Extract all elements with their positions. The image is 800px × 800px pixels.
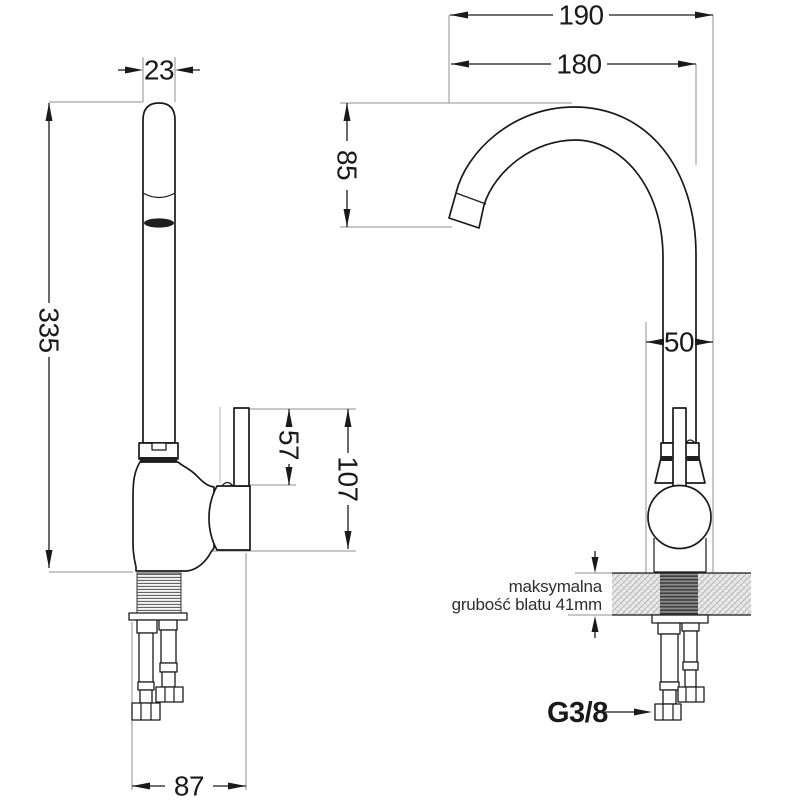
dimension-57 [274, 409, 305, 485]
side-view [449, 107, 751, 720]
front-supply-hoses [132, 620, 183, 720]
countertop-threaded-shank [660, 573, 698, 615]
dimension-180 [451, 49, 696, 80]
dimension-85 [332, 103, 363, 227]
front-threaded-shank [137, 573, 181, 613]
dim-180-label: 180 [556, 48, 602, 80]
side-valve-body [648, 486, 711, 549]
worktop-note-line2: grubość blatu 41mm [451, 595, 602, 614]
front-handle-base [209, 486, 250, 550]
side-supply-hoses [655, 623, 704, 720]
dimension-23 [118, 55, 200, 86]
dim-85-label: 85 [331, 149, 363, 181]
worktop-note-line1: maksymalna [508, 577, 602, 596]
dimension-50 [646, 327, 713, 358]
dim-190-label: 190 [558, 0, 604, 31]
thread-callout [547, 697, 652, 729]
front-handle-lever [234, 408, 249, 486]
dimension-190 [450, 0, 713, 31]
dimension-335 [34, 103, 65, 568]
dim-57-label: 57 [273, 429, 305, 461]
dim-87-label: 87 [173, 770, 205, 800]
dim-23-label: 23 [143, 54, 175, 86]
dim-107-label: 107 [332, 456, 364, 502]
front-body [133, 462, 214, 571]
front-mounting-washer [129, 613, 187, 620]
dimension-87 [132, 771, 246, 800]
side-handle-lever [673, 408, 686, 486]
dim-50-label: 50 [663, 326, 695, 358]
front-view [129, 103, 250, 720]
worktop-thickness-callout [452, 551, 603, 638]
side-spout-arc [449, 107, 696, 443]
thread-size-label: G3/8 [547, 697, 608, 729]
front-spout-pipe [143, 103, 175, 443]
aerator-icon [144, 218, 174, 227]
side-mounting-washer [652, 615, 708, 623]
countertop-section [612, 573, 751, 615]
dimension-107 [333, 409, 364, 549]
dim-335-label: 335 [33, 307, 65, 353]
